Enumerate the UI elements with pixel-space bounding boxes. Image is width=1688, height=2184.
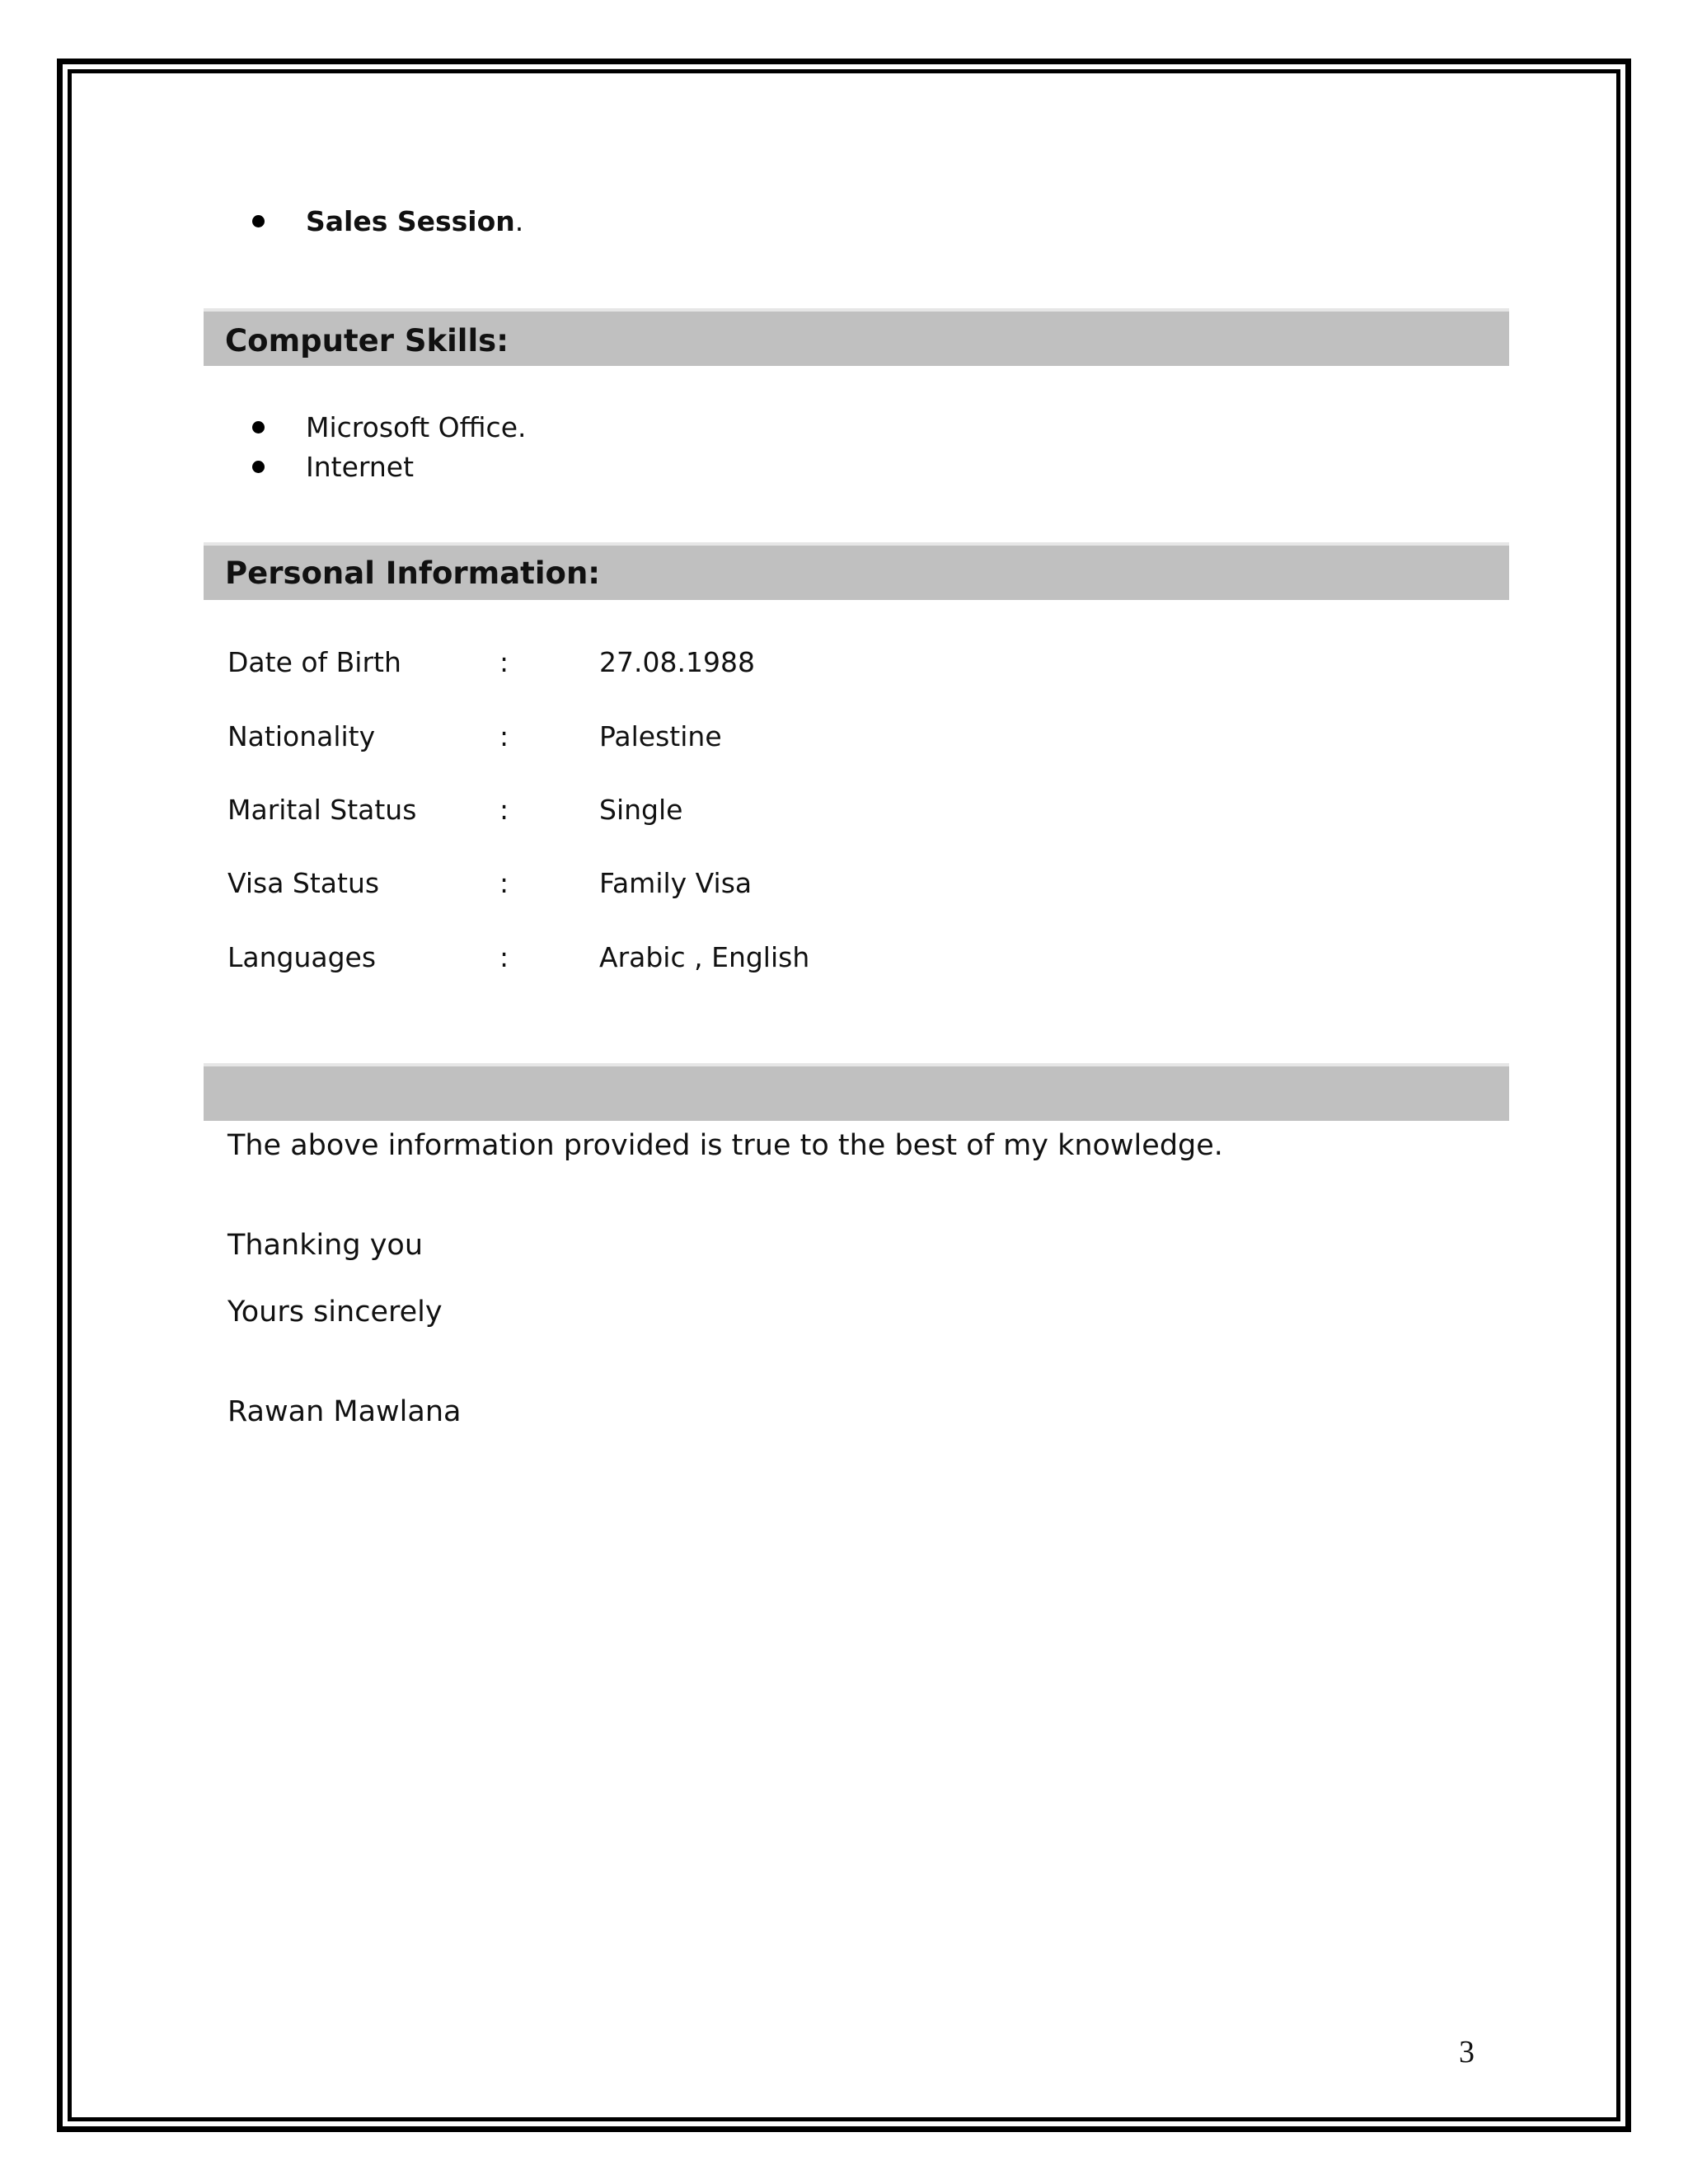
list-item (252, 447, 414, 486)
info-value: 27.08.1988 (599, 646, 755, 678)
info-label: Visa Status (227, 867, 380, 899)
declaration-text: The above information provided is true to the best of my knowledge. (227, 1129, 1223, 1162)
info-label: Languages (227, 941, 377, 973)
info-value: Palestine (599, 720, 722, 752)
info-separator: : (499, 720, 509, 752)
list-item (252, 201, 523, 241)
info-label: Nationality (227, 720, 376, 752)
section-title-computer-skills: Computer Skills: (225, 323, 509, 359)
bullet-icon (252, 215, 265, 227)
page-number: 3 (1459, 2035, 1475, 2069)
bullet-icon (252, 421, 265, 434)
info-separator: : (499, 941, 509, 973)
list-item-label: Sales Session (306, 204, 515, 237)
closing-header-bar (204, 1063, 1509, 1121)
list-item-suffix: . (514, 204, 524, 237)
salutation-text: Yours sincerely (227, 1296, 443, 1329)
list-item-label: Internet (306, 450, 415, 483)
info-label: Marital Status (227, 794, 417, 826)
bullet-icon (252, 461, 265, 473)
info-label: Date of Birth (227, 646, 401, 678)
info-value: Family Visa (599, 867, 753, 899)
info-separator: : (499, 867, 509, 899)
signature-name: Rawan Mawlana (227, 1395, 462, 1428)
list-item-label: Microsoft Office. (306, 410, 527, 443)
info-value: Single (599, 794, 683, 826)
info-separator: : (499, 794, 509, 826)
list-item (252, 407, 526, 447)
section-title-personal-information: Personal Information: (225, 555, 601, 591)
info-separator: : (499, 646, 509, 678)
thanks-text: Thanking you (227, 1229, 424, 1262)
info-value: Arabic , English (599, 941, 810, 973)
